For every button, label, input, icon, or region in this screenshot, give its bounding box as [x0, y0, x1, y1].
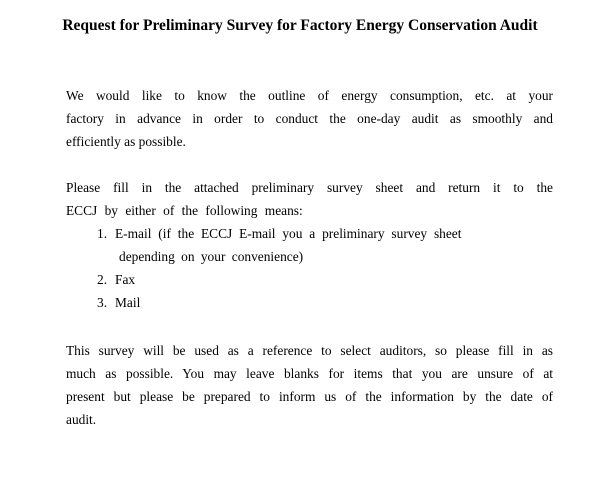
list-item-text: Mail: [115, 295, 141, 310]
list-item-text: E-mail (if the ECCJ E-mail you a preliminary survey sheet: [115, 226, 462, 241]
intro-paragraph: [66, 84, 553, 153]
list-item: [97, 291, 517, 314]
list-item-number: 3.: [97, 295, 108, 310]
list-item: [97, 268, 517, 291]
closing-line-2: much as possible. You may leave blanks for items that you are unsure of at: [66, 366, 553, 381]
closing-paragraph: [66, 339, 553, 431]
list-item-continuation: depending on your convenience): [119, 249, 304, 264]
list-item-number: 1.: [97, 226, 108, 241]
document-title: Request for Preliminary Survey for Factory Energy Conservation Audit: [62, 17, 538, 34]
closing-line-3: present but please be prepared to inform us of the information by the date of: [66, 389, 553, 404]
list-item: [97, 222, 517, 268]
intro-line-3: efficiently as possible.: [66, 134, 186, 149]
list-item-text: Fax: [115, 272, 136, 287]
instructions-line-2: ECCJ by either of the following means:: [66, 203, 303, 218]
list-item-number: 2.: [97, 272, 108, 287]
intro-line-2: factory in advance in order to conduct the one-day audit as smoothly and: [66, 111, 553, 126]
intro-line-1: We would like to know the outline of energy consumption, etc. at your: [66, 88, 553, 103]
instructions-line-1: Please fill in the attached preliminary survey sheet and return it to the: [66, 180, 553, 195]
instructions-paragraph: [66, 176, 553, 222]
closing-line-1: This survey will be used as a reference to select auditors, so please fill in as: [66, 343, 553, 358]
means-list: [97, 222, 517, 314]
closing-line-4: audit.: [66, 412, 97, 427]
